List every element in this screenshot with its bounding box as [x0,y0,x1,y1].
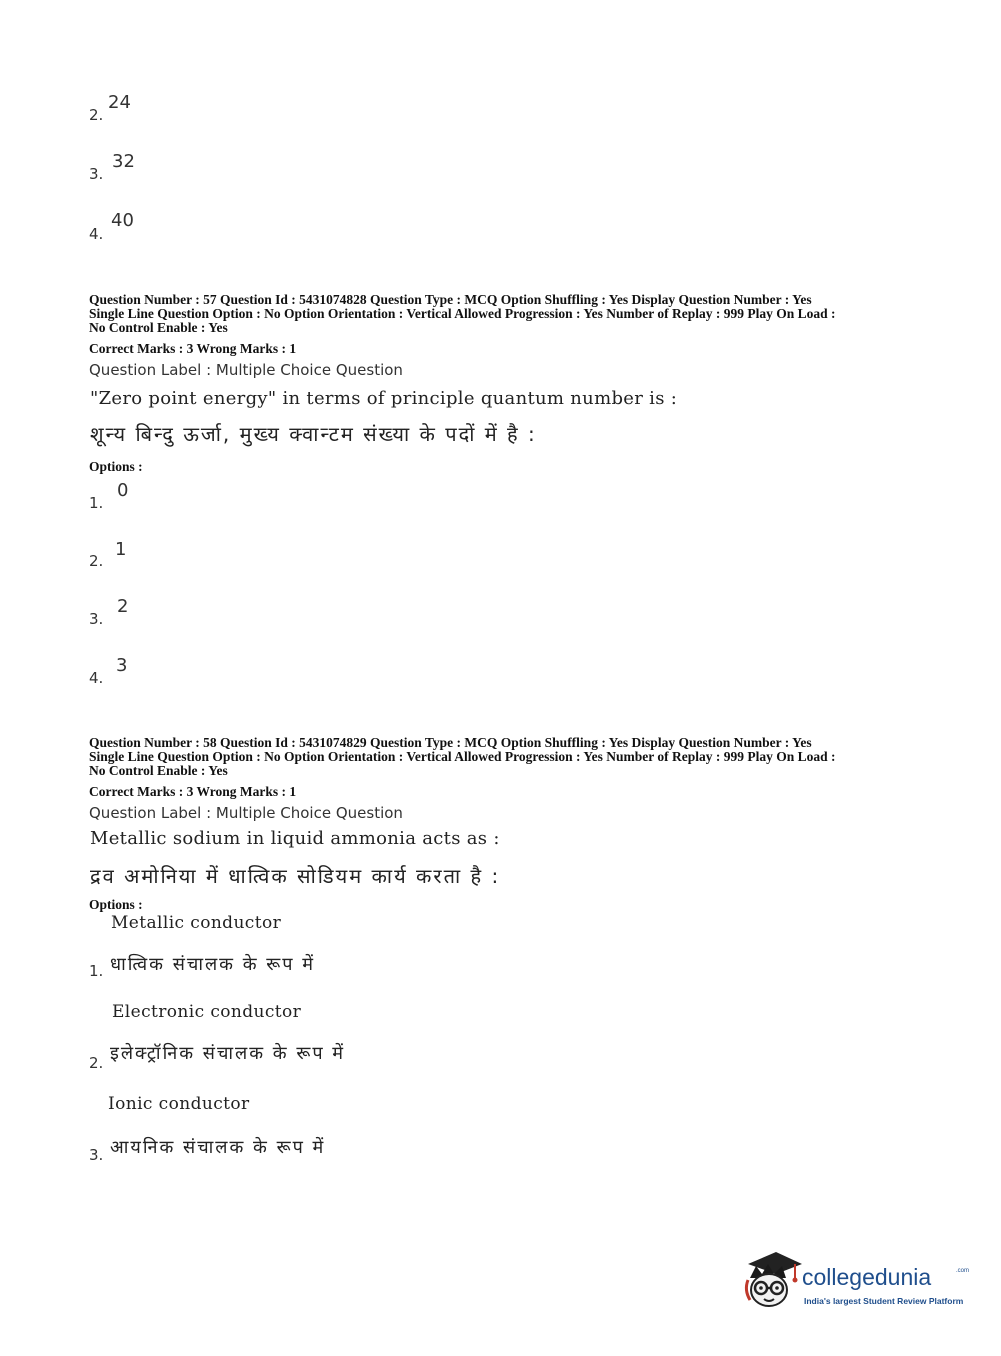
question-text-english: Metallic sodium in liquid ammonia acts as : [90,828,500,849]
option-text-hindi: आयनिक संचालक के रूप में [110,1137,326,1158]
option-number: 2. [89,1054,104,1072]
option-value: 40 [111,210,134,231]
mascot-icon [742,1250,804,1316]
question-marks: Correct Marks : 3 Wrong Marks : 1 [89,341,297,356]
option-text-english: Ionic conductor [108,1094,250,1114]
collegedunia-logo [742,1250,972,1320]
question-text-english: "Zero point energy" in terms of principle quantum number is : [90,388,678,409]
option-number: 3. [89,1146,104,1164]
option-number: 1. [89,494,104,512]
option-number: 3. [89,610,104,628]
option-value: 24 [108,92,131,113]
option-text-hindi: इलेक्ट्रॉनिक संचालक के रूप में [110,1043,346,1064]
logo-com: .com [956,1268,970,1274]
option-number: 4. [89,225,104,243]
option-value: 32 [112,151,135,172]
option-text-english: Metallic conductor [111,913,282,933]
options-heading: Options : [89,897,143,912]
question-meta-line3: No Control Enable : Yes [89,320,228,335]
option-text-english: Electronic conductor [112,1002,302,1022]
question-meta-line1: Question Number : 57 Question Id : 5431074828 Question Type : MCQ Option Shuffling : Yes Display Question Number : Yes [89,292,812,307]
options-heading: Options : [89,459,143,474]
question-text-hindi: द्रव अमोनिया में धात्विक सोडियम कार्य करता है : [90,864,501,888]
question-label: Question Label : Multiple Choice Question [89,361,403,379]
option-value: 3 [116,655,128,676]
question-text-hindi: शून्य बिन्दु ऊर्जा, मुख्य क्वान्टम संख्या के पदों में है : [90,422,537,446]
logo-tagline: India's largest Student Review Platform [804,1296,964,1306]
question-label: Question Label : Multiple Choice Question [89,804,403,822]
option-number: 2. [89,552,104,570]
option-value: 1 [115,539,127,560]
option-text-hindi: धात्विक संचालक के रूप में [110,954,315,975]
option-number: 1. [89,962,104,980]
option-number: 3. [89,165,104,183]
question-meta-line2: Single Line Question Option : No Option Orientation : Vertical Allowed Progression : Yes Number of Replay : 999 Play On Load : [89,749,836,764]
question-marks: Correct Marks : 3 Wrong Marks : 1 [89,784,297,799]
logo-wordmark: collegedunia [802,1264,932,1290]
question-meta-line1: Question Number : 58 Question Id : 5431074829 Question Type : MCQ Option Shuffling : Yes Display Question Number : Yes [89,735,812,750]
option-value: 0 [117,480,129,501]
question-meta-line3: No Control Enable : Yes [89,763,228,778]
option-number: 4. [89,669,104,687]
question-meta-line2: Single Line Question Option : No Option Orientation : Vertical Allowed Progression : Yes Number of Replay : 999 Play On Load : [89,306,836,321]
option-number: 2. [89,106,104,124]
option-value: 2 [117,596,129,617]
